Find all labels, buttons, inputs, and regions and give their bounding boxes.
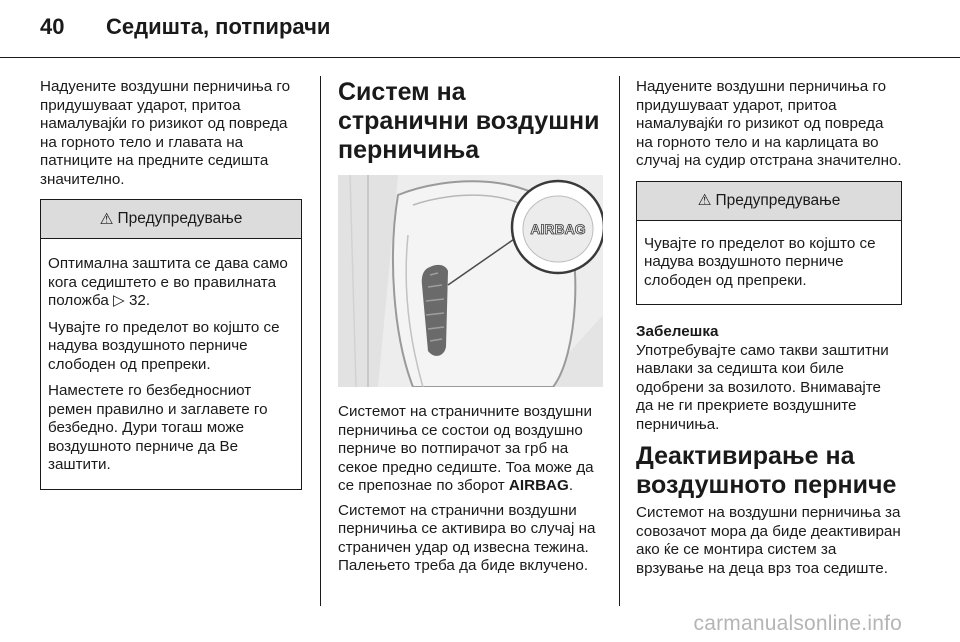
page-title: Седишта, потпирачи <box>106 14 331 39</box>
warning-paragraph: Чувајте го пределот во којшто се надува воздушното перниче слободен од препреки. <box>48 318 280 373</box>
warning-header <box>41 200 301 239</box>
column-1 <box>40 78 302 496</box>
body-paragraph: Системот на странични воздушни перничиња се активира во случај на страничен удар од извесна тежина. Палењето треба да биде вклучено. <box>338 501 596 574</box>
watermark: carmanualsonline.info <box>693 612 902 635</box>
warning-box <box>40 199 302 490</box>
column-2 <box>338 78 603 582</box>
page-reference[interactable]: 32. <box>128 292 151 309</box>
note-title: Забелешка <box>636 323 719 340</box>
note-text: Употребувајте само такви заштитни навлаки за седишта кои биле одобрени за возилото. Внимавајте да не ги прекриете воздушните перничиња. <box>636 341 889 433</box>
warning-body <box>637 221 901 305</box>
warning-box <box>636 181 902 306</box>
warning-title: Предупредување <box>715 191 841 209</box>
intro-paragraph: Надуените воздушни перничиња го придушуваат ударот, притоа намалувајќи го ризикот од повреда на горното тело и главата на патниците на предните седишта значително. <box>40 78 291 188</box>
warning-header <box>637 182 901 221</box>
airbag-keyword: AIRBAG <box>508 477 569 494</box>
section-heading: Систем на странични воздушни перничиња <box>338 78 600 164</box>
column-divider-1 <box>320 76 321 606</box>
header-divider <box>0 57 960 58</box>
page-header <box>40 14 910 44</box>
intro-paragraph: Надуените воздушни перничиња го придушуваат ударот, притоа намалувајќи го ризикот од повреда на горното тело и на карлицата во случај на судир отстрана значително. <box>636 78 902 169</box>
section-heading: Деактивирање на воздушното перниче <box>636 442 897 499</box>
airbag-label: AIRBAG <box>530 221 586 237</box>
warning-title: Предупредување <box>117 210 243 227</box>
warning-text: Оптимална заштита се дава само кога седиштето е во правилната положба <box>48 255 288 309</box>
warning-paragraph: Чувајте го пределот во којшто се надува воздушното перниче слободен од препреки. <box>644 234 876 289</box>
warning-icon: ⚠ <box>697 192 712 209</box>
warning-body <box>41 239 301 489</box>
body-paragraph: Системот на страничните воздушни перничиња се состои од воздушно перниче во потпирачот за грб на секое предно седиште. Тоа може да се препознае по зборот AIRBAG. <box>338 403 594 494</box>
column-divider-2 <box>619 76 620 606</box>
warning-paragraph <box>48 255 294 311</box>
column-3 <box>636 78 902 584</box>
body-paragraph: Системот на воздушни перничиња за совозачот мора да биде деактивиран ако ќе се монтира систем за врзување на деца врз тоа седиште. <box>636 504 901 577</box>
warning-paragraph: Наместете го безбедносниот ремен правилно и заглавете го безбедно. Дури тогаш може воздушното перниче да Ве заштити. <box>48 382 268 473</box>
body-text: Системот на страничните воздушни перничиња се состои од воздушно перниче во потпирачот за грб на секое предно седиште. Тоа може да се препознае по зборот <box>338 403 594 494</box>
note-block <box>636 323 902 434</box>
seat-airbag-illustration <box>338 175 603 387</box>
page-reference-arrow-icon: ▷ <box>113 292 125 309</box>
warning-icon: ⚠ <box>99 210 114 228</box>
page-number: 40 <box>40 14 65 39</box>
